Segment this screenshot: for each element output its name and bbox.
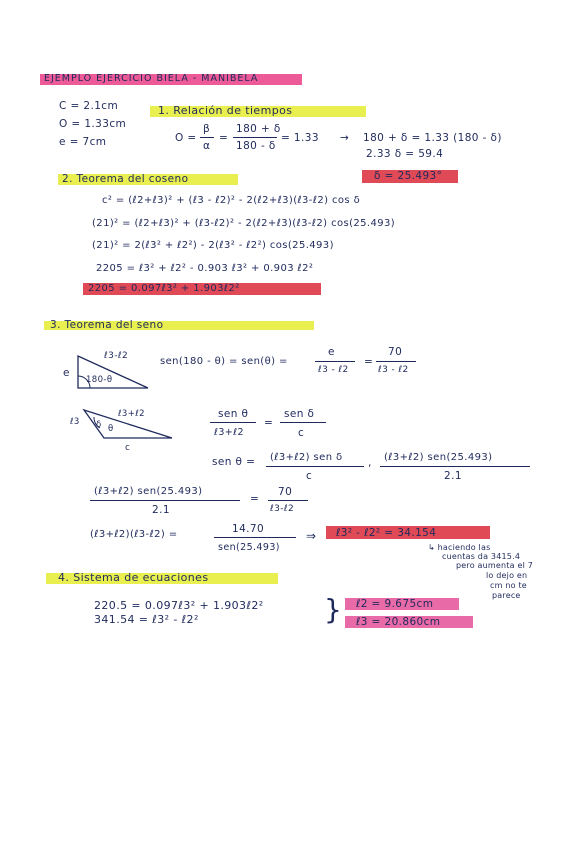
- section3-result: ℓ3² - ℓ2² = 34.154: [336, 527, 437, 539]
- given-c: C = 2.1cm: [59, 100, 119, 112]
- note-line-1: ↳ haciendo las: [428, 543, 491, 552]
- page-title: EJEMPLO EJERCICIO BIELA - MANIBELA: [44, 73, 259, 84]
- triangle-2-delta-label: δ: [96, 420, 102, 430]
- cosine-line-2: (21)² = (ℓ2+ℓ3)² + (ℓ3-ℓ2)² - 2(ℓ2+ℓ3)(ℓ3-ℓ2) cos(25.493): [92, 218, 396, 229]
- section4-heading: 4. Sistema de ecuaciones: [58, 571, 209, 584]
- eq3-den: sen(25.493): [218, 542, 280, 553]
- section1-frac1-num: β: [203, 123, 211, 135]
- section1-eq-result: = 1.33: [281, 132, 319, 144]
- note-line-6: parece: [492, 591, 521, 600]
- section1-eq-prefix: O =: [175, 132, 197, 144]
- sen-theta-num2: (ℓ3+ℓ2) sen(25.493): [384, 452, 493, 463]
- sen-eq-left: sen(180 - θ) = sen(θ) =: [160, 356, 288, 367]
- implies-arrow: ⇒: [306, 529, 317, 543]
- sen-theta-line1: [266, 466, 364, 467]
- given-e: e = 7cm: [59, 136, 107, 148]
- eq2-num1: (ℓ3+ℓ2) sen(25.493): [94, 486, 203, 497]
- section1-eq-sign: =: [219, 132, 229, 144]
- frac-e-num: e: [328, 346, 335, 358]
- system-eq2: 341.54 = ℓ3² - ℓ2²: [94, 613, 199, 626]
- triangle-1-side-label: ℓ3-ℓ2: [104, 351, 129, 361]
- section1-frac2-num: 180 + δ: [236, 123, 281, 135]
- system-brace: }: [324, 593, 343, 626]
- ratio-den2: c: [298, 427, 305, 439]
- frac-e-line: [315, 361, 355, 362]
- ratio-line2: [280, 422, 326, 423]
- sen-theta-den1: c: [306, 470, 313, 482]
- eq2-line2: [268, 500, 308, 501]
- note-line-3: pero aumenta el 7: [456, 561, 534, 570]
- system-eq1: 220.5 = 0.097ℓ3² + 1.903ℓ2²: [94, 599, 264, 612]
- section1-frac2-den: 180 - δ: [236, 140, 276, 152]
- note-line-2: cuentas da 3415.4: [442, 552, 521, 561]
- section1-frac1-line: [200, 137, 214, 138]
- section1-rhs2: 2.33 δ = 59.4: [366, 148, 444, 160]
- frac-70-num: 70: [388, 346, 403, 358]
- section3-heading: 3. Teorema del seno: [50, 319, 164, 331]
- cosine-line-3: (21)² = 2(ℓ3² + ℓ2²) - 2(ℓ3² - ℓ2²) cos(25.493): [92, 240, 334, 251]
- eq2-den1: 2.1: [152, 504, 170, 516]
- result-l3: ℓ3 = 20.860cm: [356, 616, 441, 628]
- eq3-num: 14.70: [232, 523, 265, 535]
- section1-heading: 1. Relación de tiempos: [158, 104, 293, 117]
- note-line-5: cm no te: [490, 581, 527, 590]
- ratio-den1: ℓ3+ℓ2: [214, 427, 244, 438]
- eq3-line: [214, 537, 296, 538]
- sen-theta-den2: 2.1: [444, 470, 462, 482]
- eq2-num2: 70: [278, 486, 293, 498]
- triangle-1-e-label: e: [63, 367, 70, 379]
- frac-70-den: ℓ3 - ℓ2: [378, 365, 409, 375]
- given-o: O = 1.33cm: [59, 118, 127, 130]
- sen-theta-comma: ,: [368, 457, 372, 469]
- section1-arrow: →: [340, 132, 350, 144]
- eq2-eq-sign: =: [250, 493, 260, 505]
- note-line-4: lo dejo en: [486, 571, 528, 580]
- sen-theta-num1: (ℓ3+ℓ2) sen δ: [270, 452, 343, 463]
- ratio-eq-sign: =: [264, 417, 274, 429]
- section1-frac2-line: [233, 137, 277, 138]
- triangle-2-c-label: c: [125, 443, 131, 453]
- cosine-line-1: c² = (ℓ2+ℓ3)² + (ℓ3 - ℓ2)² - 2(ℓ2+ℓ3)(ℓ3-ℓ2) cos δ: [102, 195, 361, 206]
- frac-eq-sign: =: [364, 356, 374, 368]
- section2-result: 2205 = 0.097ℓ3² + 1.903ℓ2²: [88, 283, 240, 294]
- ratio-num1: sen θ: [218, 408, 249, 420]
- triangle-2-l3-label: ℓ3: [70, 417, 80, 427]
- cosine-line-4: 2205 = ℓ3² + ℓ2² - 0.903 ℓ3² + 0.903 ℓ2²: [96, 263, 314, 274]
- ratio-line1: [210, 422, 256, 423]
- triangle-2-theta-label: θ: [108, 424, 114, 434]
- triangle-2-l3l2-label: ℓ3+ℓ2: [118, 409, 145, 419]
- sen-theta-line2: [380, 466, 530, 467]
- eq2-den2: ℓ3-ℓ2: [270, 504, 295, 514]
- delta-result: δ = 25.493°: [374, 170, 443, 182]
- section1-rhs1: 180 + δ = 1.33 (180 - δ): [363, 132, 502, 144]
- frac-e-den: ℓ3 - ℓ2: [318, 365, 349, 375]
- result-l2: ℓ2 = 9.675cm: [356, 598, 434, 610]
- ratio-num2: sen δ: [284, 408, 315, 420]
- section1-frac1-den: α: [203, 140, 211, 152]
- eq3-left: (ℓ3+ℓ2)(ℓ3-ℓ2) =: [90, 529, 178, 540]
- frac-70-line: [376, 361, 416, 362]
- section2-heading: 2. Teorema del coseno: [62, 173, 189, 185]
- triangle-1-angle-label: 180-θ: [86, 375, 113, 385]
- sen-theta-label: sen θ =: [212, 456, 256, 468]
- eq2-line1: [90, 500, 240, 501]
